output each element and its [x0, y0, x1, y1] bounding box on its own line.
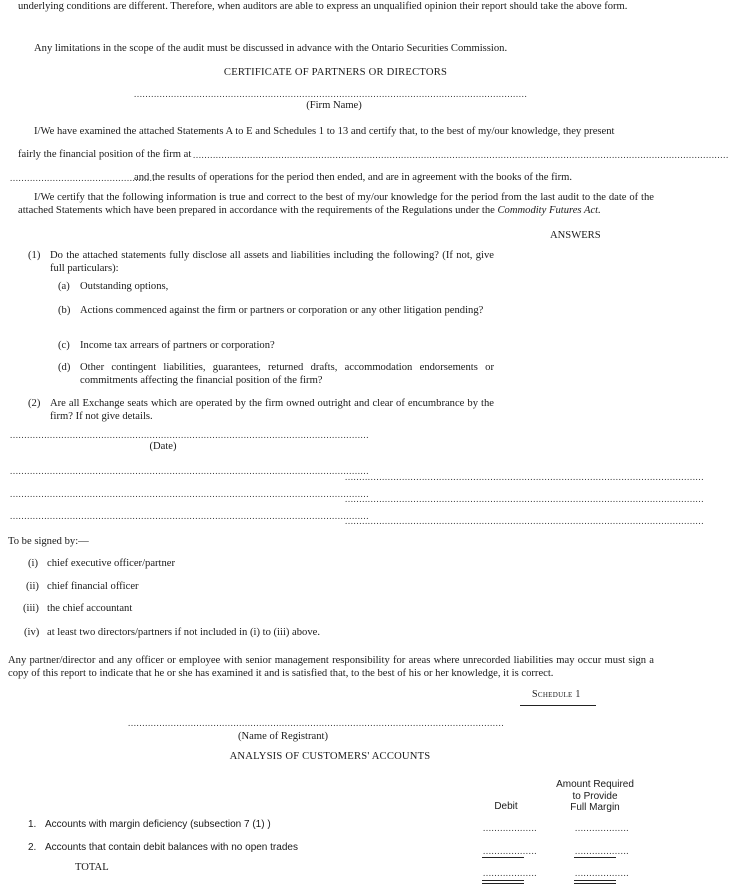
row-margin-field[interactable]: ................... [575, 846, 630, 856]
question-text: Are all Exchange seats which are operated by the firm owned outright and clear of encumbrance by the firm? If not give details. [50, 398, 494, 422]
subitem-text: Outstanding options, [80, 281, 169, 292]
question-text: Do the attached statements fully disclose all assets and liabilities including the following? (If not, give full particulars): [50, 250, 494, 274]
schedule-underline [520, 705, 596, 706]
total-debit-field[interactable]: ................... [483, 868, 538, 878]
signature-line[interactable]: .............................................................................................................................. [345, 472, 705, 482]
certify-paragraph-line-2: fairly the financial position of the firm at [18, 149, 192, 160]
answers-label: ANSWERS [550, 230, 601, 241]
firm-name-field[interactable]: .......................................................................................................................................... [134, 89, 528, 99]
intro-paragraph-2: Any limitations in the scope of the audit must be discussed in advance with the Ontario Securities Commission. [34, 43, 508, 54]
certify-paragraph-2-text: I/We certify that the following information is true and correct to the best of my/our knowledge for the period from the last audit to the date of the attached Statements which have been prepared in accordance with the requirements of the Regulations under the [18, 192, 654, 216]
signer-text: chief financial officer [47, 581, 139, 592]
signer-number: (i) [28, 558, 38, 569]
signature-line[interactable]: .............................................................................................................................. [10, 511, 370, 521]
column-header-amount-line-2: to Provide [572, 790, 618, 802]
subitem-number: (b) [58, 305, 71, 316]
date-label: (Date) [149, 441, 177, 452]
firm-name-label: (Firm Name) [306, 100, 362, 111]
subitem-text: Actions commenced against the firm or partners or corporation or any other litigation pending? [80, 305, 484, 316]
subitem-text: Other contingent liabilities, guarantees, returned drafts, accommodation endorsements or commitments affecting the financial position of the firm? [80, 362, 494, 386]
signer-text: at least two directors/partners if not included in (i) to (iii) above. [47, 627, 321, 638]
total-margin-field[interactable]: ................... [575, 868, 630, 878]
signature-line[interactable]: .............................................................................................................................. [10, 466, 370, 476]
act-name: Commodity Futures Act. [497, 204, 601, 216]
subtotal-rule [574, 857, 616, 858]
certify-paragraph-2 [18, 192, 654, 218]
signer-text: the chief accountant [47, 603, 133, 614]
subitem-text: Income tax arrears of partners or corporation? [80, 340, 275, 351]
column-header-amount-line-1: Amount Required [556, 779, 634, 790]
signature-line[interactable]: .............................................................................................................................. [10, 489, 370, 499]
row-label: Accounts with margin deficiency (subsection 7 (1) ) [45, 819, 271, 830]
certificate-title: CERTIFICATE OF PARTNERS OR DIRECTORS [223, 67, 448, 78]
row-label: Accounts that contain debit balances with no open trades [45, 842, 298, 853]
row-debit-field[interactable]: ................... [483, 846, 538, 856]
row-number: 1. [28, 819, 37, 830]
period-ended-field[interactable]: ................................................... [10, 173, 156, 183]
subitem-number: (a) [58, 281, 70, 292]
date-field[interactable]: .............................................................................................................................. [10, 430, 370, 440]
closing-paragraph: Any partner/director and any officer or employee with senior management responsibility for areas where unrecorded liabilities may occur must sign a copy of this report to indicate that he or she has examined it and is satisfied that, to the best of his or her knowledge, it is correct. [8, 655, 654, 679]
subtotal-rule [482, 857, 524, 858]
signed-by-label: To be signed by:— [8, 536, 89, 547]
subitem-number: (d) [58, 362, 71, 373]
signature-line[interactable]: .............................................................................................................................. [345, 516, 705, 526]
registrant-name-field[interactable]: .................................................................................................................................... [128, 718, 505, 728]
schedule-title: ANALYSIS OF CUSTOMERS' ACCOUNTS [229, 751, 431, 762]
signature-line[interactable]: .............................................................................................................................. [345, 494, 705, 504]
total-double-rule [482, 880, 524, 884]
certify-paragraph-line-3: and the results of operations for the period then ended, and are in agreement with the books of the firm. [134, 172, 573, 183]
row-margin-field[interactable]: ................... [575, 823, 630, 833]
signer-number: (ii) [26, 581, 39, 592]
column-header-amount [540, 779, 650, 814]
question-number: (1) [28, 250, 41, 261]
subitem-number: (c) [58, 340, 70, 351]
total-label: TOTAL [75, 862, 109, 873]
signer-text: chief executive officer/partner [47, 558, 176, 569]
row-number: 2. [28, 842, 37, 853]
signer-number: (iv) [24, 627, 40, 638]
question-number: (2) [28, 398, 41, 409]
column-header-amount-line-3: Full Margin [570, 802, 620, 813]
signer-number: (iii) [23, 603, 39, 614]
intro-paragraph-1: underlying conditions are different. Therefore, when auditors are able to express an unqualified opinion their report should take the above form. [18, 1, 628, 12]
total-double-rule [574, 880, 616, 884]
financial-position-date-field[interactable]: ............................................................................................................................................................................................ [193, 150, 729, 160]
certify-paragraph-line-1: I/We have examined the attached Statements A to E and Schedules 1 to 13 and certify that, to the best of my/our knowledge, they present [34, 126, 615, 137]
registrant-name-label: (Name of Registrant) [237, 731, 329, 742]
column-header-debit: Debit [494, 801, 518, 812]
row-debit-field[interactable]: ................... [483, 823, 538, 833]
schedule-label: Schedule 1 [532, 689, 581, 700]
